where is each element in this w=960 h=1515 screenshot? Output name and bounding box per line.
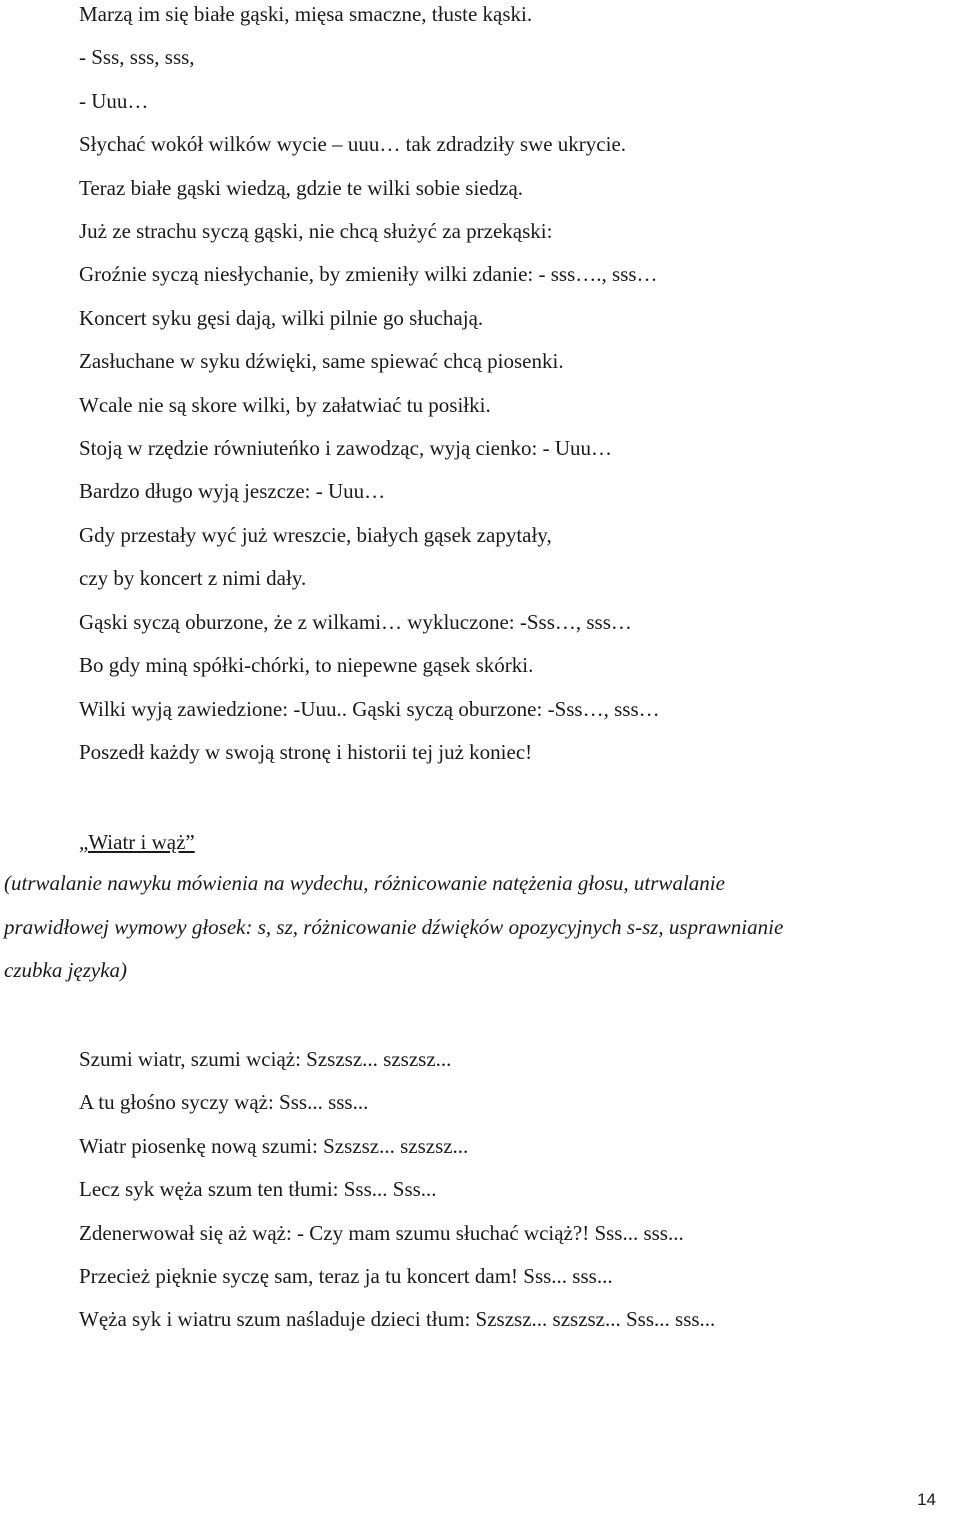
poem-wind-snake [79,1038,939,1342]
page-number: 14 [917,1490,936,1509]
poem-line: Stoją w rzędzie równiuteńko i zawodząc, wyją cienko: - Uuu… [79,436,612,461]
poem-line: Lecz syk węża szum ten tłumi: Sss... Sss... [79,1177,437,1202]
poem-line: Przecież pięknie syczę sam, teraz ja tu koncert dam! Sss... sss... [79,1264,613,1289]
poem-line: Wcale nie są skore wilki, by załatwiać tu posiłki. [79,392,491,417]
poem-line: Zdenerwował się aż wąż: - Czy mam szumu słuchać wciąż?! Sss... sss... [79,1220,684,1245]
poem-title: „Wiatr i wąż” [79,830,195,854]
poem-line: Szumi wiatr, szumi wciąż: Szszsz... szszsz... [79,1047,452,1071]
poem-line: Bo gdy miną spółki-chórki, to niepewne gąsek skórki. [79,653,534,678]
poem-line: Wilki wyją zawiedzione: -Uuu.. Gąski syczą oburzone: -Sss…, sss… [79,696,660,721]
poem-line: - Uuu… [79,88,149,113]
poem-line: Wiatr piosenkę nową szumi: Szszsz... szszsz... [79,1133,469,1158]
subtitle-line: (utrwalanie nawyku mówienia na wydechu, różnicowanie natężenia głosu, utrwalanie [4,871,725,895]
poem-line: czy by koncert z nimi dały. [79,566,307,591]
poem-line: Węża syk i wiatru szum naśladuje dzieci tłum: Szszsz... szszsz... Sss... sss... [79,1307,716,1332]
poem-line: Zasłuchane w syku dźwięki, same spiewać chcą piosenki. [79,349,564,374]
poem-line: Słychać wokół wilków wycie – uuu… tak zdradziły swe ukrycie. [79,132,627,157]
subtitle-line: czubka języka) [4,958,128,982]
poem-line: Gąski syczą oburzone, że z wilkami… wykluczone: -Sss…, sss… [79,609,632,634]
subtitle-line: prawidłowej wymowy głosek: s, sz, różnicowanie dźwięków opozycyjnych s-sz, usprawnianie [4,914,784,939]
poem-line: Marzą im się białe gąski, mięsa smaczne, tłuste kąski. [79,2,533,26]
poem-line: Koncert syku gęsi dają, wilki pilnie go słuchają. [79,305,484,330]
poem-geese-wolves [79,0,939,774]
poem-subtitle [4,862,954,993]
poem-line: - Sss, sss, sss, [79,45,195,70]
poem-line: A tu głośno syczy wąż: Sss... sss... [79,1090,369,1115]
poem-line: Teraz białe gąski wiedzą, gdzie te wilki sobie siedzą. [79,175,524,200]
poem-line: Poszedł każdy w swoją stronę i historii tej już koniec! [79,739,533,764]
poem-line: Groźnie syczą niesłychanie, by zmieniły wilki zdanie: - sss…., sss… [79,262,658,287]
poem-line: Już ze strachu syczą gąski, nie chcą służyć za przekąski: [79,219,553,244]
poem-line: Bardzo długo wyją jeszcze: - Uuu… [79,479,386,504]
poem-line: Gdy przestały wyć już wreszcie, białych gąsek zapytały, [79,522,552,547]
